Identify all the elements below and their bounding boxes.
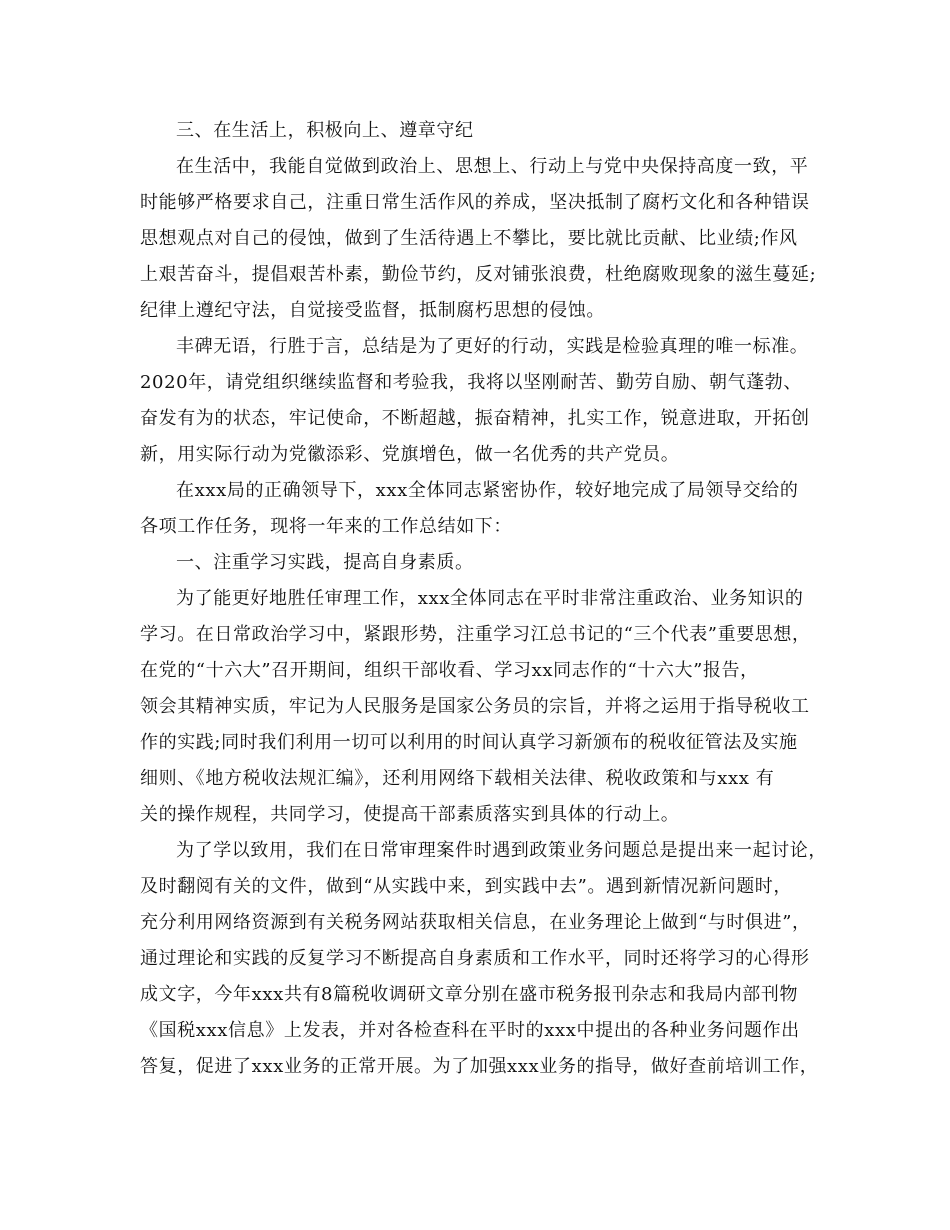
text-line: 时能够严格要求自己，注重日常生活作风的养成，坚决抵制了腐朽文化和各种错误 [140,192,810,213]
text-line: 上艰苦奋斗，提倡艰苦朴素，勤俭节约，反对铺张浪费，杜绝腐败现象的滋生蔓延; [140,264,817,285]
text-line: 2020年，请党组织继续监督和考验我，我将以坚刚耐苦、勤劳自励、朝气蓬勃、 [140,372,803,393]
section-heading: 三、在生活上，积极向上、遵章守纪 [176,120,474,141]
text-line: 学习。在日常政治学习中，紧跟形势，注重学习江总书记的“三个代表”重要思想， [140,624,811,645]
text-line: 纪律上遵纪守法，自觉接受监督，抵制腐朽思想的侵蚀。 [140,300,605,321]
text-line: 《国税xxx信息》上发表，并对各检查科在平时的xxx中提出的各种业务问题作出 [140,1020,800,1041]
text-line: 丰碑无语，行胜于言，总结是为了更好的行动，实践是检验真理的唯一标准。 [176,336,809,357]
text-line: 奋发有为的状态，牢记使命，不断超越，振奋精神，扎实工作，锐意进取，开拓创 [140,408,810,429]
text-line: 为了能更好地胜任审理工作，xxx全体同志在平时非常注重政治、业务知识的 [176,588,804,609]
text-line: 及时翻阅有关的文件，做到“从实践中来，到实践中去”。遇到新情况新问题时， [140,876,793,897]
text-line: 在党的“十六大”召开期间，组织干部收看、学习xx同志作的“十六大”报告， [140,660,759,681]
text-line: 各项工作任务，现将一年来的工作总结如下： [140,516,512,537]
text-line: 为了学以致用，我们在日常审理案件时遇到政策业务问题总是提出来一起讨论， [176,840,827,861]
text-line: 细则、《地方税收法规汇编》，还利用网络下载相关法律、税收政策和与xxx 有 [140,768,775,789]
text-line: 在xxx局的正确领导下，xxx全体同志紧密协作，较好地完成了局领导交给的 [176,480,799,501]
section-heading: 一、注重学习实践，提高自身素质。 [176,552,474,573]
text-line: 通过理论和实践的反复学习不断提高自身素质和工作水平，同时还将学习的心得形 [140,948,810,969]
text-line: 新，用实际行动为党徽添彩、党旗增色，做一名优秀的共产党员。 [140,444,680,465]
text-line: 领会其精神实质，牢记为人民服务是国家公务员的宗旨，并将之运用于指导税收工 [140,696,810,717]
text-line: 在生活中，我能自觉做到政治上、思想上、行动上与党中央保持高度一致，平 [176,156,809,177]
text-line: 思想观点对自己的侵蚀，做到了生活待遇上不攀比，要比就比贡献、比业绩;作风 [140,228,798,249]
text-line: 关的操作规程，共同学习，使提高干部素质落实到具体的行动上。 [140,804,680,825]
text-line: 成文字，今年xxx共有8篇税收调研文章分别在盛市税务报刊杂志和我局内部刊物 [140,984,799,1005]
text-line: 答复，促进了xxx业务的正常开展。为了加强xxx业务的指导，做好查前培训工作， [140,1056,819,1077]
text-line: 作的实践;同时我们利用一切可以利用的时间认真学习新颁布的税收征管法及实施 [140,732,798,753]
text-line: 充分利用网络资源到有关税务网站获取相关信息，在业务理论上做到“与时俱进”， [140,912,811,933]
